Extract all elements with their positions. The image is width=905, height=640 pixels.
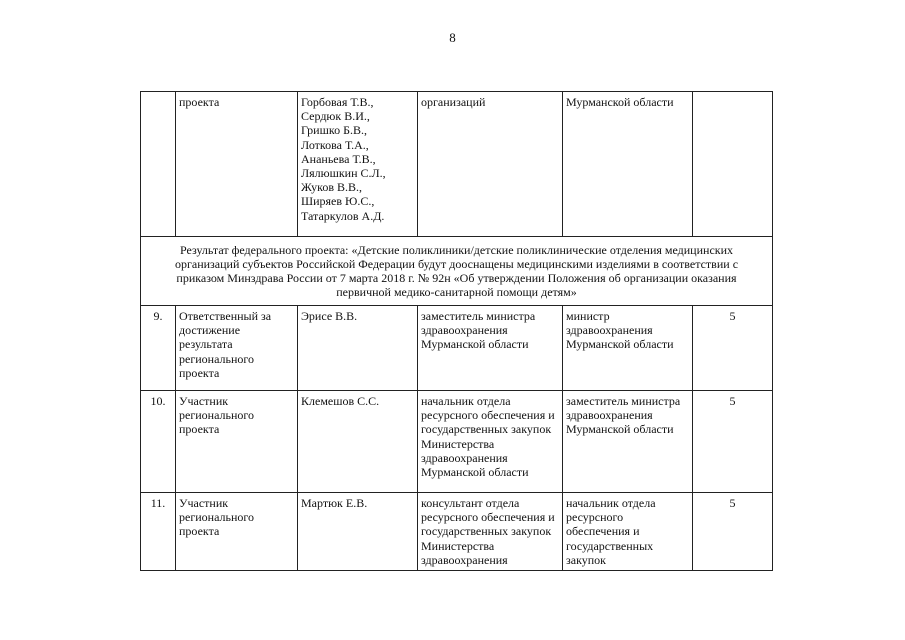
page-number: 8 — [449, 30, 456, 45]
table-row — [141, 493, 773, 571]
cell-supervisor: Мурманской области — [563, 92, 693, 237]
cell-name: Мартюк Е.В. — [298, 493, 418, 571]
cell-num: 10. — [141, 391, 176, 493]
cell-role: Ответственный за достижение результата регионального проекта — [176, 306, 298, 391]
cell-position: организаций — [418, 92, 563, 237]
cell-score: 5 — [693, 493, 773, 571]
table-row-result — [141, 237, 773, 306]
cell-members-list: Горбовая Т.В., Сердюк В.И., Гришко Б.В., Лоткова Т.А., Ананьева Т.В., Лялюшкин С.Л., Жуков В.В., Ширяев Ю.С., Татаркулов А.Д. — [298, 92, 418, 237]
cell-position: начальник отдела ресурсного обеспечения и государственных закупок Министерства здравоохранения Мурманской области — [418, 391, 563, 493]
cell-num — [141, 92, 176, 237]
cell-num: 11. — [141, 493, 176, 571]
cell-num: 9. — [141, 306, 176, 391]
cell-position: заместитель министра здравоохранения Мурманской области — [418, 306, 563, 391]
cell-score — [693, 92, 773, 237]
table-row-continuation — [141, 92, 773, 237]
cell-score: 5 — [693, 391, 773, 493]
cell-supervisor: заместитель министра здравоохранения Мурманской области — [563, 391, 693, 493]
cell-position: консультант отдела ресурсного обеспечения и государственных закупок Министерства здравоохранения — [418, 493, 563, 571]
cell-name: Эрисе В.В. — [298, 306, 418, 391]
cell-supervisor: начальник отдела ресурсного обеспечения и государственных закупок — [563, 493, 693, 571]
cell-name: Клемешов С.С. — [298, 391, 418, 493]
cell-role: проекта — [176, 92, 298, 237]
cell-score: 5 — [693, 306, 773, 391]
table-row — [141, 306, 773, 391]
cell-role: Участник регионального проекта — [176, 391, 298, 493]
cell-role: Участник регионального проекта — [176, 493, 298, 571]
federal-project-result: Результат федерального проекта: «Детские поликлиники/детские поликлинические отделения медицинских организаций субъектов Российской Федерации будут дооснащены медицинскими изделиями в соответствии с приказом Минздрава России от 7 марта 2018 г. № 92н «Об утверждении Положения об организации оказания первичной медико-санитарной помощи детям» — [141, 237, 773, 306]
table-row — [141, 391, 773, 493]
project-participants-table — [140, 91, 773, 571]
cell-supervisor: министр здравоохранения Мурманской области — [563, 306, 693, 391]
